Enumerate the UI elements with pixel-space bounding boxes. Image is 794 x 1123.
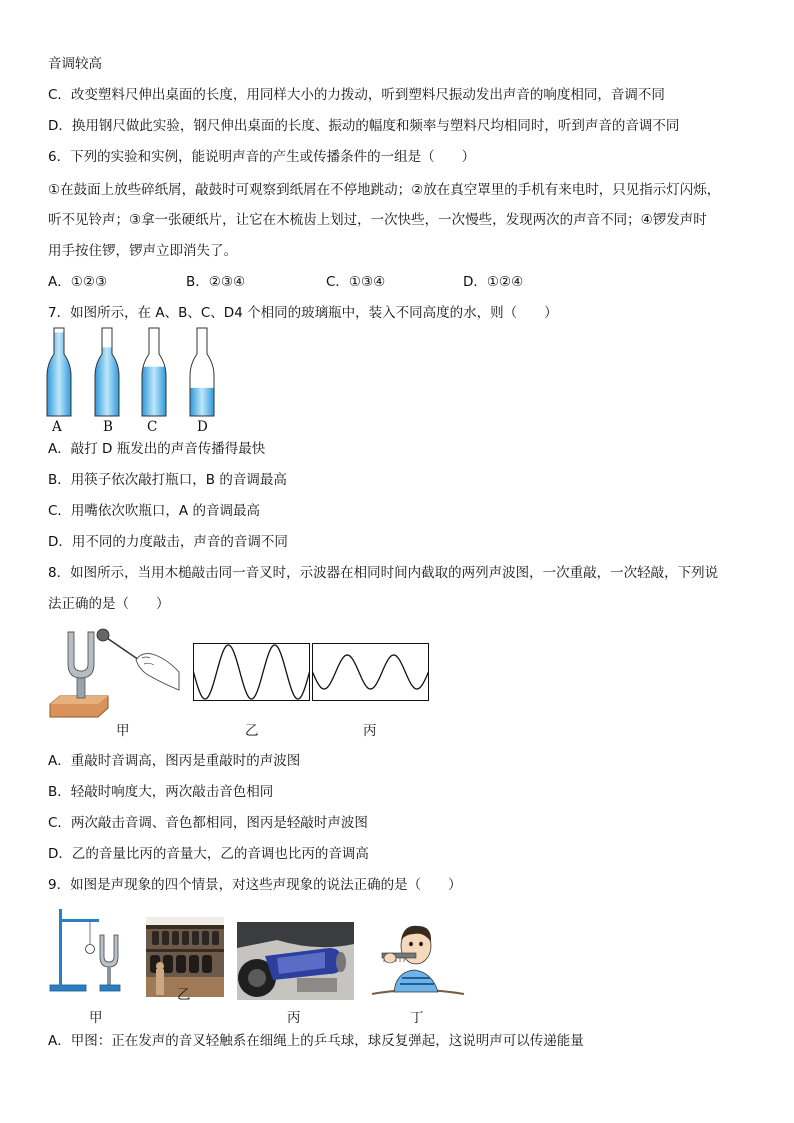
q9-caption-yi: 乙: [177, 987, 191, 1003]
motorcycle-exhaust-image: [237, 922, 354, 1000]
q5-option-d: D．换用钢尺做此实验，钢尺伸出桌面的长度、振动的幅度和频率与塑料尺均相同时，听到声音的音调不同: [48, 118, 680, 134]
q8-option-a: A．重敲时音调高，图丙是重敲时的声波图: [48, 753, 301, 769]
bottle-label-b: B: [103, 419, 113, 435]
stand-pingpong-fork-image: [48, 905, 130, 995]
q9-stem: 9．如图是声现象的四个情景，对这些声现象的说法正确的是（ ）: [48, 877, 462, 893]
q6-text-line-1: ①在鼓面上放些碎纸屑，敲鼓时可观察到纸屑在不停地跳动；②放在真空罩里的手机有来电时，只见指示灯闪烁，: [48, 182, 721, 198]
bottle-label-d: D: [197, 419, 208, 435]
water-level-c: [142, 367, 166, 416]
q8-caption-jia: 甲: [116, 723, 130, 739]
q8-stem-line-2: 法正确的是（ ）: [48, 596, 170, 612]
bottle-c: [142, 328, 166, 416]
water-level-a: [47, 332, 71, 416]
bottle-label-c: C: [147, 419, 158, 435]
continued-text: 音调较高: [48, 56, 102, 72]
q8-caption-yi: 乙: [245, 723, 259, 739]
bottle-a: [47, 328, 71, 416]
q9-caption-bing: 丙: [287, 1010, 301, 1026]
tuning-fork-mallet-figure: [46, 624, 186, 724]
q6-text-line-3: 用手按住锣，锣声立即消失了。: [48, 243, 237, 259]
q8-caption-bing: 丙: [363, 723, 377, 739]
waveform-bing: [312, 643, 429, 701]
q7-option-b: B．用筷子依次敲打瓶口，B 的音调最高: [48, 472, 287, 488]
q9-caption-jia: 甲: [89, 1010, 103, 1026]
q7-option-a: A．敲打 D 瓶发出的声音传播得最快: [48, 441, 266, 457]
q8-option-d: D．乙的音量比丙的音量大，乙的音调也比丙的音调高: [48, 846, 369, 862]
bottle-label-a: A: [52, 419, 62, 435]
q8-stem-line-1: 8．如图所示，当用木槌敲击同一音叉时，示波器在相同时间内截取的两列声波图，一次重敲，一次轻敲，下列说: [48, 565, 719, 581]
person-blowing-comb-image: [368, 920, 466, 1002]
waveform-yi: [193, 643, 310, 701]
q7-option-d: D．用不同的力度敲击，声音的音调不同: [48, 534, 288, 550]
water-level-d: [190, 388, 214, 416]
q9-caption-ding: 丁: [410, 1010, 424, 1026]
q7-stem: 7．如图所示，在 A、B、C、D4 个相同的玻璃瓶中，装入不同高度的水，则（ ）: [48, 305, 558, 321]
q5-option-c: C．改变塑料尺伸出桌面的长度，用同样大小的力拨动，听到塑料尺振动发出声音的响度相同，音调不同: [48, 87, 665, 103]
bottle-b: [95, 328, 119, 416]
q8-option-c: C．两次敲击音调、音色都相同，图丙是轻敲时声波图: [48, 815, 368, 831]
q7-option-c: C．用嘴依次吹瓶口，A 的音调最高: [48, 503, 260, 519]
q8-option-b: B．轻敲时响度大，两次敲击音色相同: [48, 784, 274, 800]
q6-option-b: B．②③④: [186, 274, 246, 290]
q9-option-a: A．甲图：正在发声的音叉轻触系在细绳上的乒乓球，球反复弹起，这说明声可以传递能量: [48, 1033, 584, 1049]
q6-text-line-2: 听不见铃声；③拿一张硬纸片，让它在木梳齿上划过，一次快些，一次慢些，发现两次的声音不同；④锣发声时: [48, 212, 707, 228]
water-level-b: [95, 347, 119, 416]
q6-stem: 6．下列的实验和实例，能说明声音的产生或传播条件的一组是（ ）: [48, 149, 476, 165]
q6-option-c: C．①③④: [326, 274, 386, 290]
q6-option-a: A．①②③: [48, 274, 108, 290]
bottle-d: [190, 328, 214, 416]
q6-option-d: D．①②④: [463, 274, 524, 290]
